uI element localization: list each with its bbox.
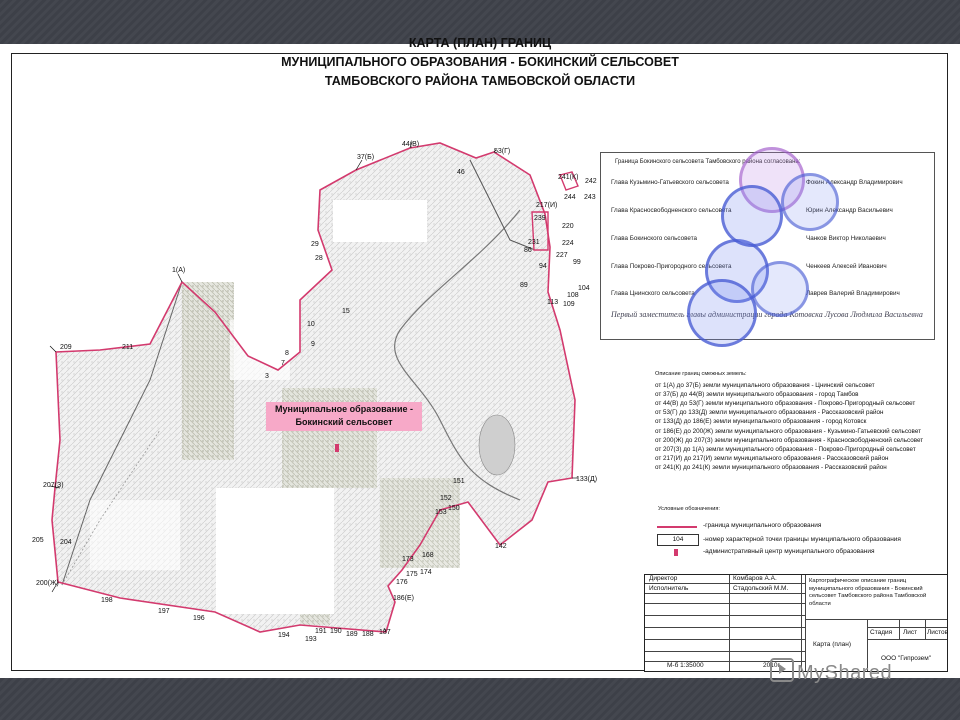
boundary-point-label: 28 [315, 255, 323, 262]
municipality-label-line-2: Бокинский сельсовет [295, 417, 393, 427]
boundary-point-label: 99 [573, 259, 581, 266]
grid-line [645, 593, 805, 594]
approval-role: Глава Кузьмино-Гатьевского сельсовета [611, 179, 729, 186]
boundary-point-label: 152 [440, 495, 452, 502]
blank-area [333, 200, 427, 242]
admin-center-swatch [674, 549, 678, 556]
description-line: от 217(И) до 217(И) земли муниципального образования - Рассказовский район [655, 454, 889, 462]
approval-role: Глава Красносвободненского сельсовета [611, 207, 732, 214]
grid-line [867, 639, 947, 640]
boundary-point-label: 44(В) [402, 141, 420, 148]
boundary-point-label: 29 [311, 241, 319, 248]
executor-label: Исполнитель [649, 585, 689, 592]
boundary-point-label: 197 [158, 608, 170, 615]
approval-signatures [600, 152, 935, 340]
boundary-point-label: 231 [528, 239, 540, 246]
approval-name: Лаврев Валерий Владимирович [806, 290, 900, 297]
approval-role: Глава Покрово-Пригородного сельсовета [611, 263, 732, 270]
grid-line [645, 615, 805, 616]
boundary-point-label: 243 [584, 194, 596, 201]
description-header: Описание границ смежных земель: [655, 371, 747, 377]
director-label: Директор [649, 575, 678, 582]
year-label: 2010г. [763, 662, 781, 669]
boundary-point-label: 198 [101, 597, 113, 604]
boundary-point-label: 37(Б) [357, 154, 375, 161]
boundary-point-label: 109 [563, 301, 575, 308]
boundary-point-label: 53(Г) [494, 148, 511, 155]
boundary-point-label: 10 [307, 321, 315, 328]
boundary-point-label: 15 [342, 308, 350, 315]
boundary-point-label: 194 [278, 632, 290, 639]
approval-role: Глава Бокинского сельсовета [611, 235, 698, 242]
description-line: от 1(А) до 37(Б) земли муниципального образования - Цнинский сельсовет [655, 382, 875, 390]
boundary-point-label: 209 [60, 344, 72, 351]
boundary-point-label: 46 [457, 169, 465, 176]
grid-line [645, 603, 805, 604]
boundary-point-label: 205 [32, 537, 44, 544]
legend-text: -номер характерной точки границы муниципального образования [703, 536, 901, 543]
boundary-point-label: 193 [305, 636, 317, 643]
boundary-point-label: 227 [556, 252, 568, 259]
sheets-label: Листов [927, 629, 949, 636]
boundary-point-label: 211 [122, 344, 134, 351]
approval-name: Чанков Виктор Николаевич [806, 235, 886, 242]
boundary-point-label: 174 [420, 569, 432, 576]
municipality-label [266, 402, 422, 431]
legend-header: Условные обозначения: [658, 506, 720, 512]
boundary-point-label: 200(Ж) [36, 580, 59, 587]
description-line: от 37(Б) до 44(В) земли муниципального образования - город Тамбов [655, 391, 859, 399]
boundary-point-label: 217(И) [536, 202, 558, 209]
title-line-2: МУНИЦИПАЛЬНОГО ОБРАЗОВАНИЯ - БОКИНСКИЙ СЕЛЬСОВЕТ [281, 55, 679, 69]
boundary-point-label: 89 [520, 282, 528, 289]
seal-stamp [721, 185, 783, 247]
seal-stamp [687, 279, 757, 347]
boundary-point-label: 196 [193, 615, 205, 622]
approval-name: Фокин Александр Владимирович [806, 179, 903, 186]
organization-name: ООО "Гипрозем" [881, 655, 932, 662]
seal-stamp [751, 261, 809, 317]
boundary-point-label: 8 [285, 350, 289, 357]
boundary-point-label: 175 [406, 571, 418, 578]
legend-text: -административный центр муниципального образования [703, 548, 875, 555]
boundary-point-label: 244 [564, 194, 576, 201]
lake [479, 415, 515, 475]
boundary-point-label: 186(Е) [393, 595, 415, 602]
description-line: от 53(Г) до 133(Д) земли муниципального образования - Рассказовский район [655, 409, 884, 417]
grid-line [645, 639, 805, 640]
boundary-point-label: 176 [396, 579, 408, 586]
municipality-label-line-1: Муниципальное образование - [275, 404, 413, 414]
seal-stamp [781, 173, 839, 231]
stage-label: Стадия [870, 629, 893, 636]
boundary-point-label: 153 [435, 509, 447, 516]
description-line: от 241(К) до 241(К) земли муниципального образования - Рассказовский район [655, 463, 887, 471]
legend-text: -граница муниципального образования [703, 522, 822, 529]
grid-line [805, 575, 806, 671]
map-legend [652, 506, 922, 562]
point-number-swatch: 104 [657, 534, 699, 546]
boundary-point-label: 9 [311, 341, 315, 348]
grid-line [801, 575, 802, 671]
blank-area [230, 320, 290, 380]
approval-role: Глава Цнинского сельсовета [611, 290, 695, 297]
grid-line [645, 583, 805, 584]
boundary-point-label: 113 [547, 299, 559, 306]
grid-line [645, 651, 805, 652]
handwritten-approval: Первый заместитель главы администрации города Котовска Лусова Людмила Васильевна [611, 310, 923, 319]
approval-name: Ченкеев Алексей Иванович [806, 263, 887, 270]
photo-patch [182, 282, 234, 460]
boundary-point-label: 104 [578, 285, 590, 292]
boundary-point-label: 173 [402, 556, 414, 563]
grid-line [729, 575, 730, 671]
admin-center-marker [335, 444, 339, 452]
boundary-point-label: 190 [330, 628, 342, 635]
grid-line [899, 619, 900, 639]
boundary-point-label: 142 [495, 543, 507, 550]
grid-line [645, 627, 805, 628]
boundary-point-label: 204 [60, 539, 72, 546]
boundary-point-label: 3 [265, 373, 269, 380]
boundary-point-label: 239 [534, 215, 546, 222]
boundary-point-label: 168 [422, 552, 434, 559]
blank-area [216, 488, 334, 614]
title-line-3: ТАМБОВСКОГО РАЙОНА ТАМБОВСКОЙ ОБЛАСТИ [324, 74, 636, 88]
approval-name: Юрин Александр Васильевич [806, 207, 893, 214]
boundary-point-label: 133(Д) [576, 476, 598, 483]
description-line: от 200(Ж) до 207(З) земли муниципального образования - Красносвободненский сельсовет [655, 436, 924, 444]
document-type: Карта (план) [813, 641, 852, 648]
executor-name: Стадольский М.М. [733, 585, 789, 592]
director-name: Комбаров А.А. [733, 575, 777, 582]
boundary-point-label: 188 [362, 631, 374, 638]
boundary-description [655, 370, 923, 472]
scale-label: М-б 1:35000 [667, 662, 704, 669]
sheet-label: Лист [903, 629, 918, 636]
boundary-point-label: 224 [562, 240, 574, 247]
description-line: от 133(Д) до 186(Е) земли муниципального образования - город Котовск [655, 418, 867, 426]
title-block-description: Картографическое описание границ муниципального образования - Бокинский сельсовет Тамбовского района Тамбовской области [809, 578, 927, 607]
boundary-point-label: 242 [585, 178, 597, 185]
play-icon [770, 658, 794, 682]
boundary-point-label: 7 [281, 360, 285, 367]
boundary-point-label: 151 [453, 478, 465, 485]
watermark-text: MyShared [797, 662, 893, 684]
boundary-point-label: 108 [567, 292, 579, 299]
boundary-point-label: 189 [346, 631, 358, 638]
boundary-point-label: 187 [379, 629, 391, 636]
boundary-point-label: 1(А) [172, 267, 186, 274]
boundary-line-swatch [657, 526, 697, 528]
grid-line [867, 627, 947, 628]
boundary-point-label: 94 [539, 263, 547, 270]
boundary-point-label: 241(К) [558, 174, 579, 181]
approval-header: Граница Бокинского сельсовета Тамбовского района согласована: [615, 159, 801, 165]
boundary-point-label: 207(З) [43, 482, 64, 489]
boundary-point-label: 86 [524, 247, 532, 254]
blank-area [90, 500, 180, 570]
grid-line [925, 619, 926, 639]
description-line: от 44(В) до 53(Г) земли муниципального образования - Покрово-Пригородный сельсовет [655, 400, 916, 408]
title-line-1: КАРТА (ПЛАН) ГРАНИЦ [408, 36, 552, 50]
boundary-point-label: 220 [562, 223, 574, 230]
photo-patch [380, 478, 460, 568]
description-line: от 186(Е) до 200(Ж) земли муниципального образования - Кузьмино-Гатьевский сельсовет [655, 427, 922, 435]
description-line: от 207(З) до 1(А) земли муниципального образования - Покрово-Пригородный сельсовет [655, 445, 916, 453]
boundary-point-label: 191 [315, 628, 327, 635]
watermark [770, 658, 892, 685]
boundary-point-label: 150 [448, 505, 460, 512]
